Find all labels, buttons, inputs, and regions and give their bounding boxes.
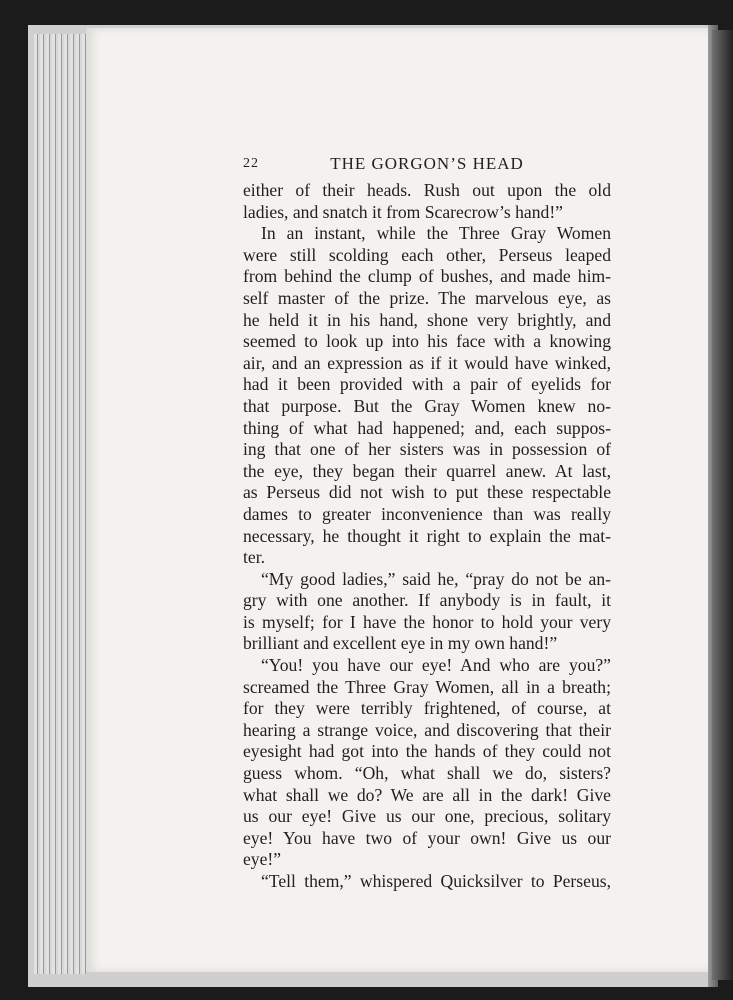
text-line: either of their heads. Rush out upon the old — [243, 180, 611, 200]
text-line: us our eye! Give us our one, precious, solitary — [243, 806, 611, 827]
text-line: air, and an expression as if it would have winked, — [243, 352, 611, 373]
page-number: 22 — [243, 156, 259, 171]
text-line: necessary, he thought it right to explain the mat- — [243, 525, 611, 546]
text-line: self master of the prize. The marvelous eye, as — [243, 287, 611, 308]
text-line: ladies, and snatch it from Scarecrow’s hand!” — [243, 201, 563, 222]
text-line: brilliant and excellent eye in my own hand!” — [243, 633, 558, 654]
text-line: In an instant, while the Three Gray Women — [261, 223, 611, 244]
text-line: ter. — [243, 547, 265, 568]
text-line: “My good ladies,” said he, “pray do not be an- — [261, 568, 611, 589]
text-line: guess whom. “Oh, what shall we do, sisters? — [243, 763, 611, 784]
text-line: for they were terribly frightened, of course, at — [243, 698, 611, 719]
text-line: thing of what had happened; and, each suppos- — [243, 417, 611, 438]
scan-shadow-edge — [712, 30, 733, 980]
text-line: were still scolding each other, Perseus leaped — [243, 244, 611, 265]
text-line: hearing a strange voice, and discovering that their — [243, 719, 611, 740]
text-line: from behind the clump of bushes, and made him- — [243, 266, 611, 287]
text-line: screamed the Three Gray Women, all in a breath; — [243, 676, 611, 697]
text-line: “You! you have our eye! And who are you?” — [261, 655, 611, 676]
text-line: dames to greater inconvenience than was really — [243, 503, 611, 524]
text-line: as Perseus did not wish to put these respectable — [243, 482, 611, 503]
page-header — [243, 154, 611, 176]
page-edges — [34, 34, 86, 974]
text-line: seemed to look up into his face with a knowing — [243, 331, 611, 352]
text-line: ing that one of her sisters was in possession of — [243, 439, 611, 460]
text-line: “Tell them,” whispered Quicksilver to Perseus, — [261, 871, 611, 891]
text-line: had it been provided with a pair of eyelids for — [243, 374, 611, 395]
text-line: what shall we do? We are all in the dark! Give — [243, 784, 611, 805]
text-line: he held it in his hand, shone very brightly, and — [243, 309, 611, 330]
text-line: is myself; for I have the honor to hold your very — [243, 611, 611, 632]
text-line: that purpose. But the Gray Women knew no- — [243, 395, 611, 416]
text-line: the eye, they began their quarrel anew. At last, — [243, 460, 611, 481]
text-line: eyesight had got into the hands of they could not — [243, 741, 611, 762]
text-line: gry with one another. If anybody is in fault, it — [243, 590, 611, 611]
running-head: THE GORGON’S HEAD — [330, 154, 524, 173]
text-line: eye! You have two of your own! Give us our — [243, 827, 611, 848]
body-text — [243, 180, 611, 893]
text-line: eye!” — [243, 849, 282, 870]
